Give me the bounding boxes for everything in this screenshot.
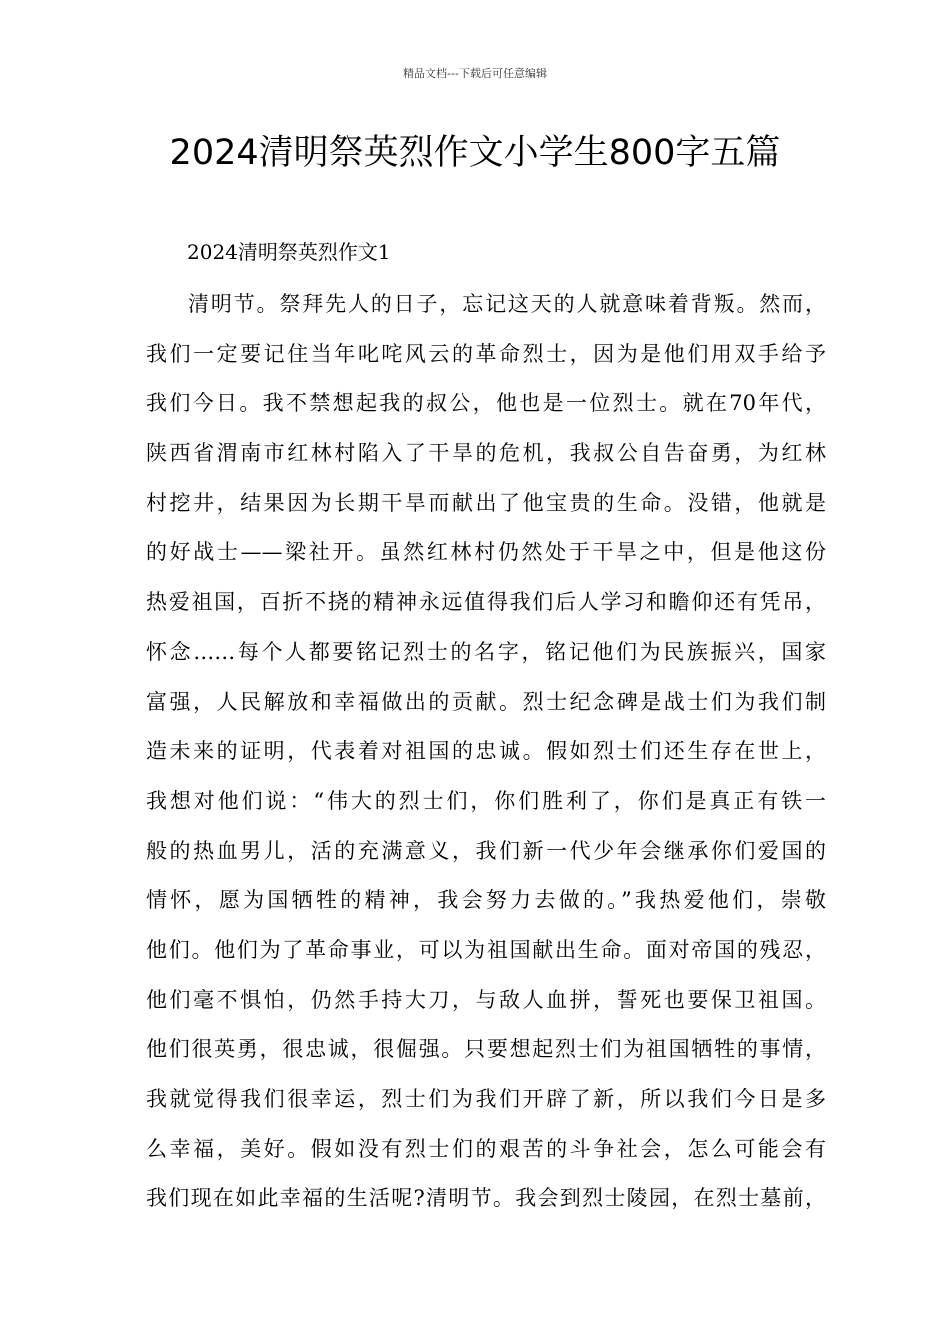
paragraph-line: 我们一定要记住当年叱咤风云的革命烈士，因为是他们用双手给予 [146,341,826,366]
body-paragraph [146,280,826,1224]
document-title: 2024清明祭英烈作文小学生800字五篇 [169,133,781,173]
paragraph-line: 我想对他们说：“伟大的烈士们，你们胜利了，你们是真正有铁一 [146,788,826,813]
paragraph-line: 般的热血男儿，活的充满意义，我们新一代少年会继承你们爱国的 [146,838,826,863]
paragraph-line: 我就觉得我们很幸运，烈士们为我们开辟了新，所以我们今日是多 [146,1087,826,1111]
paragraph-line: 村挖井，结果因为长期干旱而献出了他宝贵的生命。没错，他就是 [146,490,826,515]
paragraph-line: 富强，人民解放和幸福做出的贡献。烈士纪念碑是战士们为我们制 [146,689,826,714]
paragraph-line: 么幸福，美好。假如没有烈士们的艰苦的斗争社会，怎么可能会有 [146,1136,826,1161]
paragraph-line: 我们今日。我不禁想起我的叔公，他也是一位烈士。就在70年代， [146,391,826,416]
paragraph-line: 情怀，愿为国牺牲的精神，我会努力去做的。”我热爱他们，崇敬 [146,888,826,913]
paragraph-line: 造未来的证明，代表着对祖国的忠诚。假如烈士们还生存在世上， [146,739,826,764]
paragraph-line: 热爱祖国，百折不挠的精神永远值得我们后人学习和瞻仰还有凭吊， [146,590,826,615]
paragraph-line: 我们现在如此幸福的生活呢?清明节。我会到烈士陵园，在烈士墓前， [146,1186,826,1211]
paragraph-line: 陕西省渭南市红林村陷入了干旱的危机，我叔公自告奋勇，为红林 [146,441,826,466]
header-note: 精品文档---下载后可任意编辑 [403,67,547,80]
paragraph-line: 他们。他们为了革命事业，可以为祖国献出生命。面对帝国的残忍， [146,937,826,962]
paragraph-line: 他们很英勇，很忠诚，很倔强。只要想起烈士们为祖国牺牲的事情， [146,1037,826,1062]
section-heading: 2024清明祭英烈作文1 [187,240,391,264]
paragraph-line: 清明节。祭拜先人的日子，忘记这天的人就意味着背叛。然而， [188,292,826,316]
paragraph-line: 的好战士——梁社开。虽然红林村仍然处于干旱之中，但是他这份 [146,540,826,565]
paragraph-line: 他们毫不惧怕，仍然手持大刀，与敌人血拼，誓死也要保卫祖国。 [146,987,826,1012]
paragraph-line: 怀念……每个人都要铭记烈士的名字，铭记他们为民族振兴，国家 [146,639,826,664]
